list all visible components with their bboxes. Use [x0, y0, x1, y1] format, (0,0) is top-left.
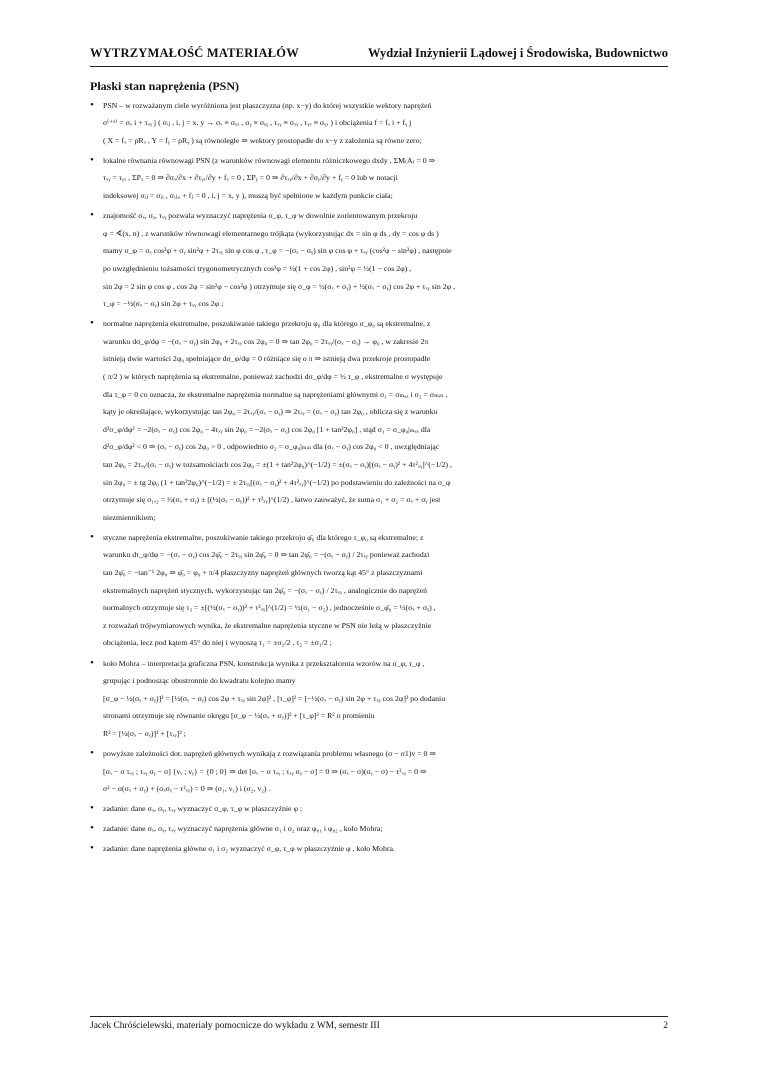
text-line: normalne naprężenia ekstremalne, poszukiwanie takiego przekroju φ₀ dla którego σ_φ₀ są ekstremalne, z: [103, 319, 431, 329]
bullet-item: [90, 840, 672, 858]
bullet-icon: •: [90, 153, 94, 166]
text-line: lokalne równania równowagi PSN (z warunków równowagi elementu różniczkowego dxdy , ΣM₍A₎ = 0 ⇒: [103, 155, 436, 165]
text-line: z rozważań trójwymiarowych wynika, że ekstremalne naprężenia styczne w PSN nie leżą w płaszczyźnie: [103, 620, 432, 630]
text-line: sin 2φ₀ = ± tg 2φ₀ (1 + tan²2φ₀)^(−1/2) = ± 2τₓᵧ[(σₓ − σᵧ)² + 4τ²ₓᵧ]^(−1/2) po podstawieniu do zależności na σ_φ: [103, 477, 451, 487]
bullet-item: [90, 97, 672, 150]
bullet-icon: •: [90, 802, 94, 815]
page-footer: [90, 1016, 668, 1031]
text-line: niezmiennikiem;: [103, 512, 156, 522]
bullet-icon: •: [90, 317, 94, 330]
header-course-title: WYTRZYMAŁOŚĆ MATERIAŁÓW: [90, 46, 299, 60]
bullet-icon: •: [90, 822, 94, 835]
text-line: dla τ_φ = 0 co oznacza, że ekstremalne naprężenia normalne są naprężeniami głównymi σ₁ = σₘₐₓ i σ₂ = σₘᵢₙ ,: [103, 389, 448, 399]
text-line: tan 2φ̄₀ = −tan⁻¹ 2φ₀ ⇒ φ̄₀ = φ₀ + π/4 płaszczyzny naprężeń głównych tworzą kąt 45° z płaszczyznami: [103, 568, 423, 578]
text-line: obciążenia, lecz pod kątem 45° do niej i wynoszą τ₁ = ±σ₂/2 , τ₂ = ±σ₁/2 ;: [103, 638, 332, 648]
bullet-item: [90, 820, 672, 838]
text-line: [σ_φ − ½(σₓ + σᵧ)]² = [½(σₓ − σᵧ) cos 2φ + τₓᵧ sin 2φ]² , [τ_φ]² = [−½(σₓ − σᵧ) sin 2φ + τₓᵧ cos 2φ]² po dodaniu: [103, 693, 446, 703]
text-line: po uwzględnieniu tożsamości trygonometrycznych cos²φ = ½(1 + cos 2φ) , sin²φ = ½(1 − cos 2φ) ,: [103, 263, 412, 273]
text-line: ( X = fₓ = ρRₓ , Y = fᵧ = ρRᵧ ) są równoległe ⇒ wektory prostopadłe do x−y z założenia są równe zero;: [103, 135, 422, 145]
text-line: normalnych otrzymuje się τ₃ = ±[(½(σₓ − σᵧ))² + τ²ₓᵧ]^(1/2) = ½(σ₁ − σ₂) , jednocześnie σ_φ̄₀ = ½(σₓ + σᵧ) ,: [103, 603, 436, 613]
bullet-item: [90, 529, 672, 652]
text-line: powyższe zależności dot. naprężeń głównych wynikają z rozwiązania problemu własnego (σ − σ1)v = 0 ⇒: [103, 748, 436, 758]
text-line: φ = ∢(x, n) , z warunków równowagi elementarnego trójkąta (wykorzystując dx = sin φ ds , dy = cos φ ds ): [103, 228, 439, 238]
text-line: σ⁽⁺ˣ⁾ = σₓ i + τₓᵧ j ( σᵢⱼ , i, j = x, y → σₓ ≡ σₓₓ , σᵧ ≡ σᵧᵧ , τₓᵧ ≡ σₓᵧ , τᵧₓ ≡ σᵧₓ ) i obciążenia f = fₓ i + fᵧ j: [103, 118, 412, 128]
text-line: tan 2φ₀ = 2τₓᵧ/(σₓ − σᵧ) w tożsamościach cos 2φ₀ = ±(1 + tan²2φ₀)^(−1/2) = ±(σₓ − σᵧ)[(σₓ − σᵧ)² + 4τ²ₓᵧ]^(−1/2) ,: [103, 459, 452, 469]
bullet-icon: •: [90, 98, 94, 111]
header-faculty: Wydział Inżynierii Lądowej i Środowiska, Budownictwo: [367, 46, 668, 60]
text-line: sin 2φ = 2 sin φ cos φ , cos 2φ = sin²φ − cos²φ ) otrzymuje się σ_φ = ½(σₓ + σᵧ) + ½(σₓ − σᵧ) cos 2φ + τₓᵧ sin 2φ ,: [103, 281, 456, 291]
text-line: istnieją dwie wartości 2φ₀ spełniające dσ_φ/dφ = 0 różniące się o π ⇒ istnieją dwa przekroje prostopadłe: [103, 354, 431, 364]
text-line: znajomość σₓ, σᵧ, τₓᵧ pozwala wyznaczyć naprężenia σ_φ, τ_φ w dowolnie zorientowanym przekroju: [103, 211, 418, 221]
text-line: zadanie: dane σₓ, σᵧ, τₓᵧ wyznaczyć naprężenia główne σ₁ i σ₂ oraz φ₀₁ i φ₀₂ , koło Mohra;: [103, 824, 383, 834]
footer-author: Jacek Chróścielewski, materiały pomocnicze do wykładu z WM, semestr III: [90, 1021, 380, 1031]
text-line: ( π/2 ) w których naprężenia są ekstremalne, ponieważ zachodzi dσ_φ/dφ = ½ τ_φ , ekstremalne σ występuje: [103, 372, 443, 381]
text-line: τₓᵧ = τᵧₓ , ΣPₓ = 0 ⇒ ∂σₓ/∂x + ∂τᵧₓ/∂y + fₓ = 0 , ΣPᵧ = 0 ⇒ ∂τₓᵧ/∂x + ∂σᵧ/∂y + fᵧ = 0 lub w notacji: [103, 173, 398, 183]
text-line: indeksowej σᵢⱼ = σⱼᵢ , σᵢⱼ,ᵢ + fⱼ = 0 , i, j = x, y ), muszą być spełnione w każdym punkcie ciała;: [103, 191, 393, 201]
text-line: koło Mohra – interpretacja graficzna PSN, konstrukcja wynika z przekształcenia wzorów na σ_φ, τ_φ ,: [103, 658, 425, 668]
bullet-list: [90, 97, 672, 858]
bullet-icon: •: [90, 842, 94, 855]
text-line: kąty je określające, wykorzystując tan 2φ₀ = 2τₓᵧ/(σₓ − σᵧ) ⇒ 2τₓᵧ = (σₓ − σᵧ) tan 2φ₀ , oblicza się z warunku: [103, 407, 438, 417]
bullet-icon: •: [90, 746, 94, 759]
bullet-icon: •: [90, 656, 94, 669]
text-line: stronami otrzymuje się równanie okręgu [σ_φ − ½(σₓ + σᵧ)]² + [τ_φ]² = R² o promieniu: [103, 711, 375, 721]
text-line: styczne naprężenia ekstremalne, poszukiwanie takiego przekroju φ̄₀ dla którego τ_φ₀ są ekstremalne; z: [103, 532, 424, 542]
text-line: grupując i podnosząc obustronnie do kwadratu kolejno mamy: [103, 676, 296, 686]
text-line: τ_φ = −½(σₓ − σᵧ) sin 2φ + τₓᵧ cos 2φ ;: [103, 299, 224, 309]
page-content: [90, 78, 672, 861]
text-line: d²σ_φ/dφ² < 0 ⇒ (σₓ − σᵧ) cos 2φ₀ > 0 , odpowiednio σ₂ = σ_φ₀|ₘᵢₙ dla (σₓ − σᵧ) cos 2φ₀ < 0 , uwzględniając: [103, 442, 440, 452]
page-header: [90, 42, 668, 67]
text-line: otrzymuje się σ₁,₂ = ½(σₓ + σᵧ) ± [(½(σₓ − σᵧ))² + τ²ₓᵧ]^(1/2) , łatwo zauważyć, że suma σ₁ + σ₂ = σₓ + σᵧ jest: [103, 495, 441, 505]
section-title: Płaski stan naprężenia (PSN): [90, 79, 240, 93]
bullet-item: [90, 152, 672, 205]
text-line: σ² − σ(σₓ + σᵧ) + (σₓσᵧ − τ²ₓᵧ) = 0 ⇒ (σ₁, v₁) i (σ₂, v₂) .: [103, 784, 271, 794]
text-line: d²σ_φ/dφ² = −2(σₓ − σᵧ) cos 2φ₀ − 4τₓᵧ sin 2φ₀ = −2(σₓ − σᵧ) cos 2φ₀ [1 + tan²2φ₀] , stąd σ₁ = σ_φ₀|ₘₐₓ dla: [103, 424, 431, 434]
text-line: mamy σ_φ = σₓ cos²φ + σᵧ sin²φ + 2τₓᵧ sin φ cos φ , τ_φ = −(σₓ − σᵧ) sin φ cos φ + τₓᵧ (cos²φ − sin²φ) , następnie: [103, 246, 452, 256]
bullet-icon: •: [90, 209, 94, 222]
text-line: zadanie: dane σₓ, σᵧ, τₓᵧ wyznaczyć σ_φ, τ_φ w płaszczyźnie φ ;: [103, 804, 303, 814]
bullet-item: [90, 800, 672, 818]
text-line: warunku dτ_φ/dφ = −(σₓ − σᵧ) cos 2φ̄₀ − 2τₓᵧ sin 2φ̄₀ = 0 ⇒ tan 2φ̄₀ = −(σₓ − σᵧ) / 2τₓᵧ ponieważ zachodzi: [103, 550, 430, 560]
text-line: PSN – w rozważanym ciele wyróżniona jest płaszczyzna (np. x−y) do której wszystkie wektory naprężeń: [103, 100, 432, 110]
bullet-item: [90, 315, 672, 526]
page-number: 2: [663, 1021, 668, 1031]
text-line: R² = [½(σₓ − σᵧ)]² + [τₓᵧ]² ;: [103, 728, 186, 738]
bullet-item: [90, 207, 672, 313]
text-line: zadanie: dane naprężenia główne σ₁ i σ₂ wyznaczyć σ_φ, τ_φ w płaszczyźnie φ , koło Mohra.: [103, 844, 395, 854]
bullet-icon: •: [90, 530, 94, 543]
text-line: ekstremalnych naprężeń stycznych, wykorzystując tan 2φ̄₀ = −(σₓ − σᵧ) / 2τₓᵧ , analogicznie do naprężeń: [103, 585, 427, 595]
bullet-item: [90, 655, 672, 743]
text-line: [σₓ − σ τₓᵧ ; τₓᵧ σᵧ − σ] {νₓ ; νᵧ} = {0 ; 0} ⇒ det [σₓ − σ τₓᵧ ; τₓᵧ σᵧ − σ] = 0 ⇒ (σₓ − σ)(σᵧ − σ) − τ²ₓᵧ = 0 ⇒: [103, 766, 427, 776]
text-line: warunku dσ_φ/dφ = −(σₓ − σᵧ) sin 2φ₀ + 2τₓᵧ cos 2φ₀ = 0 ⇒ tan 2φ₀ = 2τₓᵧ/(σₓ − σᵧ) → φ₀ , w zakresie 2π: [103, 336, 429, 346]
bullet-item: [90, 745, 672, 798]
